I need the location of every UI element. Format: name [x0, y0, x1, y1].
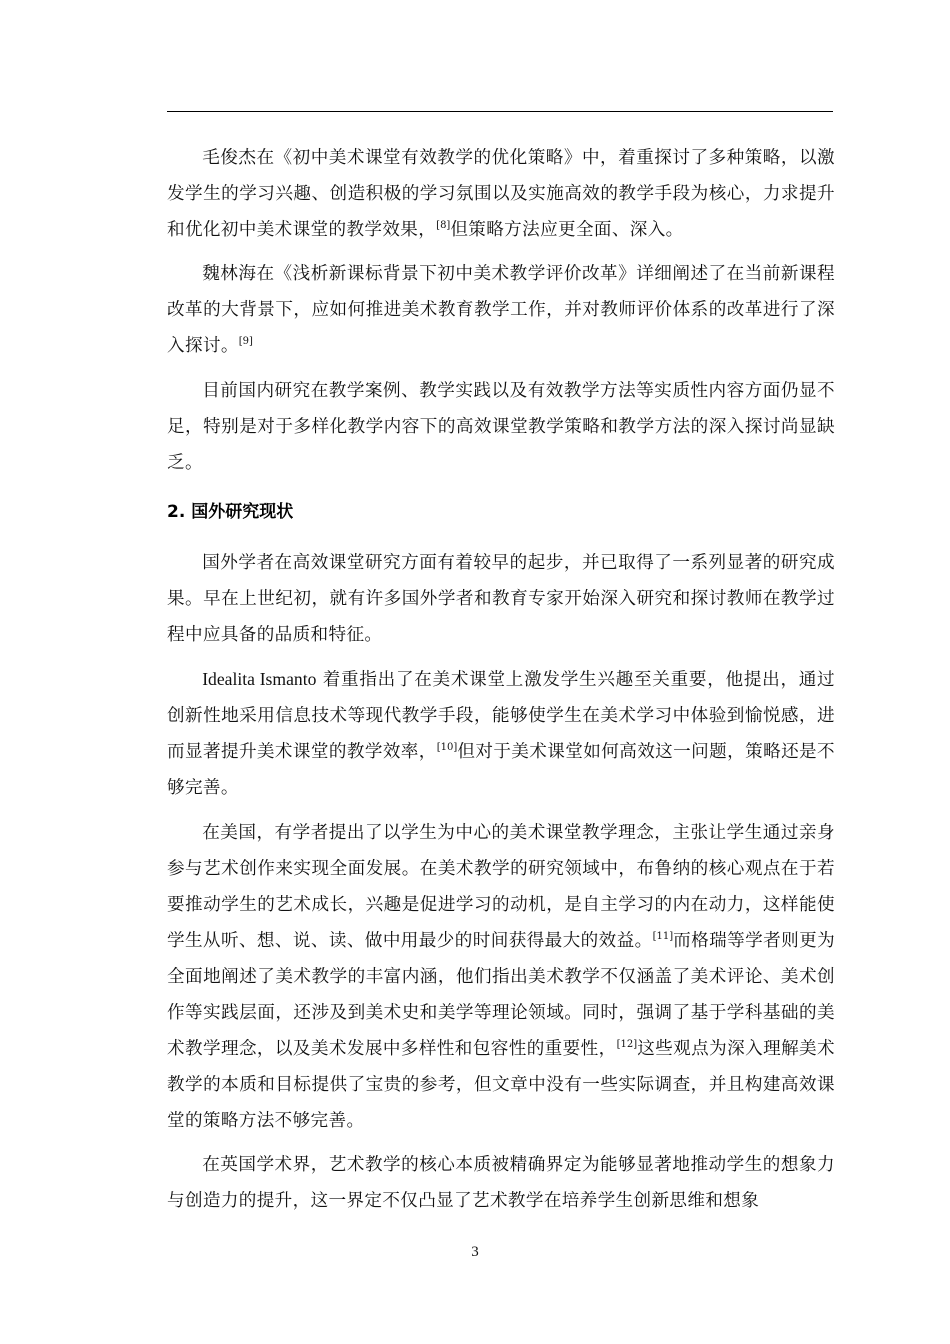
paragraph-ismanto — [167, 661, 835, 806]
citation-ref: [11] — [652, 930, 674, 942]
citation-ref: [8] — [436, 220, 451, 232]
paragraph-text: 魏林海在《浅析新课标背景下初中美术教学评价改革》详细阐述了在当前新课程改革的大背景下，应如何推进美术教育教学工作，并对教师评价体系的改革进行了深入探讨。 — [167, 264, 835, 357]
paragraph-usa — [167, 815, 835, 1140]
page-body — [167, 140, 835, 1228]
citation-ref: [9] — [238, 336, 253, 348]
paragraph-wei-linhai — [167, 256, 835, 364]
paragraph-text: 在英国学术界，艺术教学的核心本质被精确界定为能够显著地推动学生的想象力与创造力的提升，这一界定不仅凸显了艺术教学在培养学生创新思维和想象 — [167, 1155, 835, 1212]
paragraph-text: 国外学者在高效课堂研究方面有着较早的起步，并已取得了一系列显著的研究成果。早在上世纪初，就有许多国外学者和教育专家开始深入研究和探讨教师在教学过程中应具备的品质和特征。 — [167, 552, 835, 646]
paragraph-foreign-intro — [167, 545, 835, 653]
paragraph-text: 在美国，有学者提出了以学生为中心的美术课堂教学理念，主张让学生通过亲身参与艺术创作来实现全面发展。在美术教学的研究领域中，布鲁纳的核心观点在于若要推动学生的艺术成长，兴趣是促进学习的动机，是自主学习的内在动力，这样能使学生从听、想、说、读、做中用最少的时间获得最大的效益。 — [167, 822, 835, 951]
paragraph-text: 而格瑞等学者则更为全面地阐述了美术教学的丰富内涵，他们指出美术教学不仅涵盖了美术评论、美术创作等实践层面，还涉及到美术史和美学等理论领域。同时，强调了基于学科基础的美术教学理念，以及美术发展中多样性和包容性的重要性， — [167, 930, 836, 1060]
page-number: 3 — [471, 1244, 479, 1260]
paragraph-text: 目前国内研究在教学案例、教学实践以及有效教学方法等实质性内容方面仍显不足，特别是对于多样化教学内容下的高效课堂教学策略和教学方法的深入探讨尚显缺乏。 — [167, 380, 835, 473]
paragraph-text: 毛俊杰在《初中美术课堂有效教学的优化策略》中，着重探讨了多种策略，以激发学生的学习兴趣、创造积极的学习氛围以及实施高效的教学手段为核心，力求提升和优化初中美术课堂的教学效果， — [167, 148, 835, 241]
citation-ref: [12] — [616, 1039, 638, 1051]
citation-ref: [10] — [436, 742, 458, 754]
paragraph-text: 但对于美术课堂如何高效这一问题，策略还是不够完善。 — [167, 742, 835, 799]
paragraph-mao-junjie — [167, 140, 835, 248]
paragraph-text: 这些观点为深入理解美术教学的本质和目标提供了宝贵的参考，但文章中没有一些实际调查，并且构建高效课堂的策略方法不够完善。 — [167, 1039, 835, 1132]
author-name: Idealita Ismanto — [202, 669, 317, 690]
paragraph-text: 着重指出了在美术课堂上激发学生兴趣至关重要，他提出，通过创新性地采用信息技术等现代教学手段，能够使学生在美术学习中体验到愉悦感，进而显著提升美术课堂的教学效率， — [167, 670, 836, 763]
section-heading: 2. 国外研究现状 — [167, 501, 294, 522]
paragraph-uk — [167, 1147, 835, 1219]
paragraph-domestic-summary — [167, 373, 835, 481]
header-rule — [167, 111, 833, 112]
paragraph-text: 但策略方法应更全面、深入。 — [450, 220, 684, 241]
